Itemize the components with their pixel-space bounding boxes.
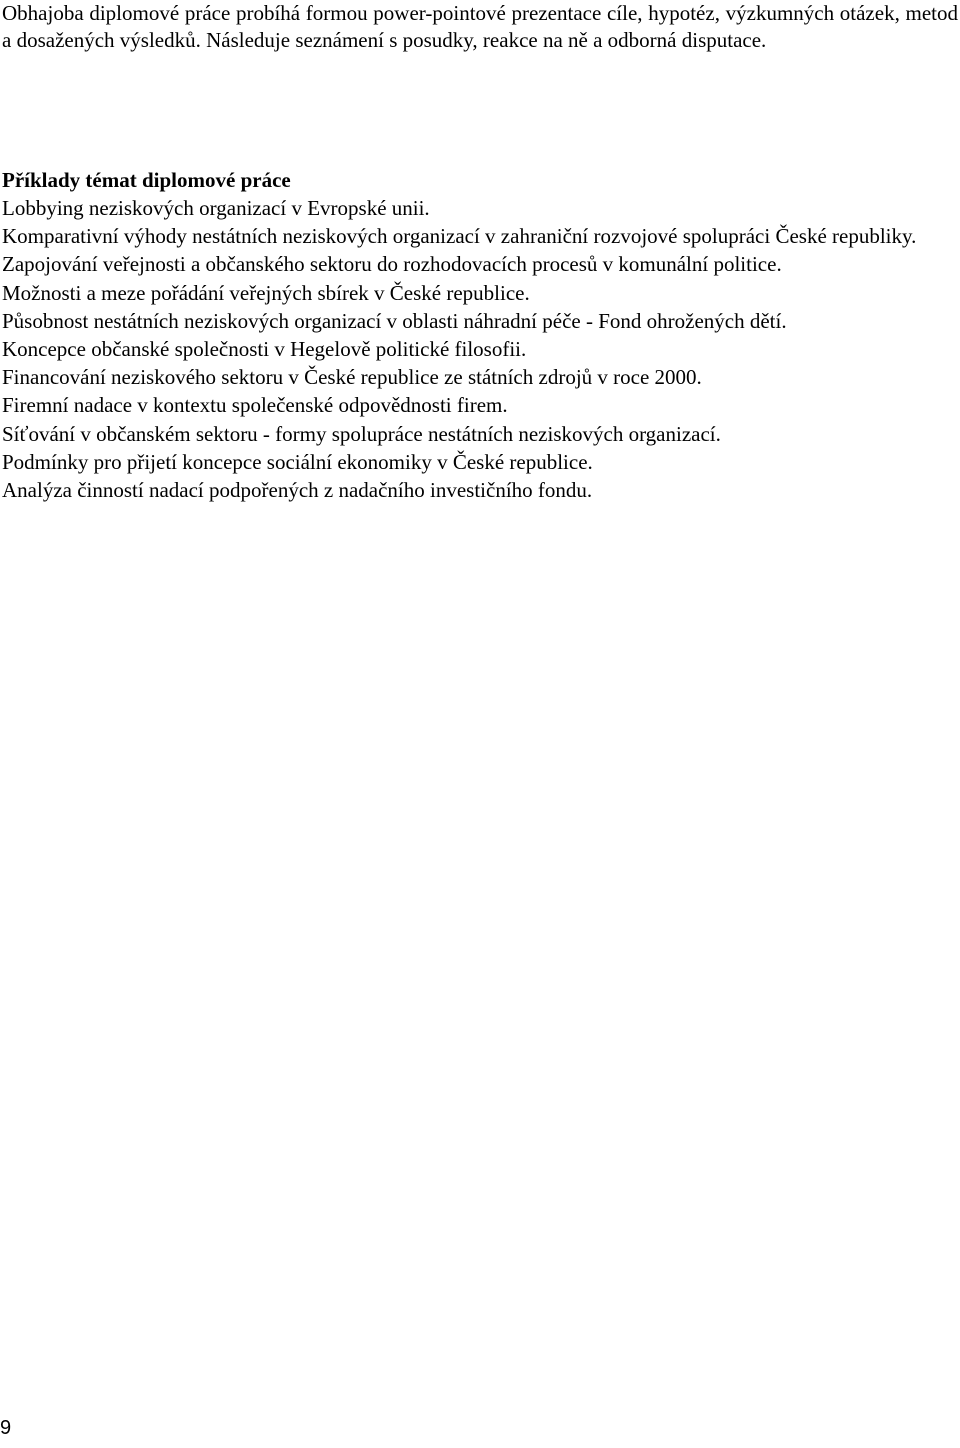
topic-item: Komparativní výhody nestátních neziskových organizací v zahraniční rozvojové spolupráci České republiky. — [2, 224, 917, 249]
topic-item: Podmínky pro přijetí koncepce sociální ekonomiky v České republice. — [2, 449, 593, 474]
topic-item: Zapojování veřejnosti a občanského sektoru do rozhodovacích procesů v komunální politice. — [2, 252, 782, 277]
topic-item: Koncepce občanské společnosti v Hegelově politické filosofii. — [2, 337, 527, 362]
topic-item: Působnost nestátních neziskových organizací v oblasti náhradní péče - Fond ohrožených dětí. — [2, 308, 787, 333]
page-number: 9 — [0, 1417, 12, 1439]
document-page — [2, 0, 958, 503]
intro-paragraph: Obhajoba diplomové práce probíhá formou power-pointové prezentace cíle, hypotéz, výzkumných otázek, metod a dosažených výsledků. Následuje seznámení s posudky, reakce na ně a odborná disputace. — [2, 1, 958, 52]
topic-item: Financování neziskového sektoru v České republice ze státních zdrojů v roce 2000. — [2, 365, 702, 390]
topics-heading: Příklady témat diplomové práce — [2, 168, 291, 192]
topics-list — [2, 194, 958, 504]
topic-item: Síťování v občanském sektoru - formy spolupráce nestátních neziskových organizací. — [2, 421, 721, 446]
topic-item: Analýza činností nadací podpořených z nadačního investičního fondu. — [2, 478, 593, 503]
topic-item: Lobbying neziskových organizací v Evropské unii. — [2, 196, 430, 220]
topic-item: Firemní nadace v kontextu společenské odpovědnosti firem. — [2, 393, 508, 418]
topic-item: Možnosti a meze pořádání veřejných sbírek v České republice. — [2, 280, 530, 305]
